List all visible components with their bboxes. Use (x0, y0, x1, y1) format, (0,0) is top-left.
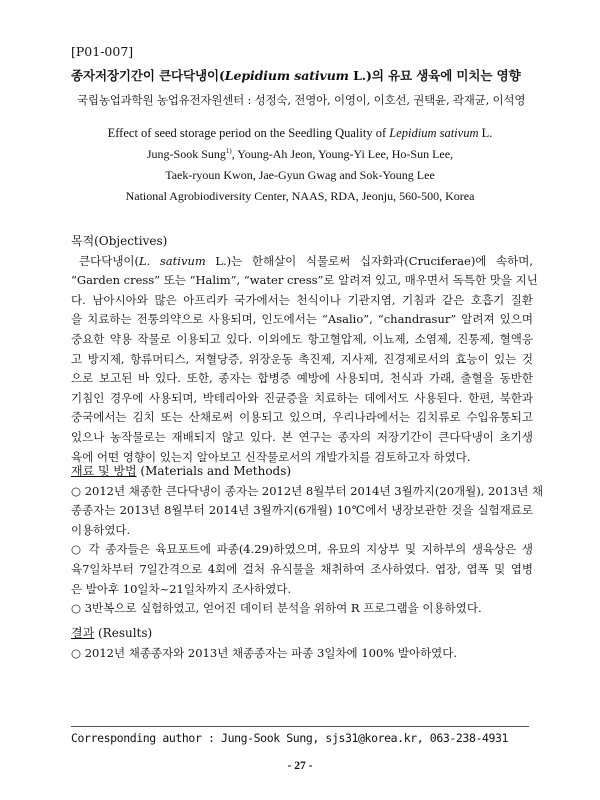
english-title (40, 126, 560, 141)
korean-title (71, 66, 541, 84)
objectives-heading: 목적(Objectives) (71, 234, 168, 248)
methods-line: 은 발아후 10일차~21일차까지 조사하였다. (71, 581, 292, 596)
results-section (71, 624, 533, 663)
methods-body (71, 482, 544, 619)
methods-line: 종종자는 2013년 8월부터 2014년 3월까지(6개월) 10℃에서 냉장보관한 것을 실험재료로 (71, 503, 533, 518)
objectives-line: 다. 남아시아와 많은 아프리카 국가에서는 천식이나 기관지염, 기침과 같은 호흡기 질환 (71, 292, 533, 307)
objectives-line: 있으나 농작물로는 재배되지 않고 있다. 본 연구는 종자의 저장기간이 큰다닥냉이 초기생 (71, 429, 533, 444)
english-title-species: Lepidium sativum (389, 126, 479, 140)
methods-section (71, 462, 544, 619)
methods-heading-kr: 재료 및 방법 (71, 464, 137, 478)
results-line: ○ 2012년 채종종자와 2013년 채종종자는 파종 3일차에 100% 발아하였다. (71, 645, 458, 660)
objectives-body (71, 252, 538, 468)
korean-title-species: Lepidium sativum (224, 68, 349, 83)
first-author: Jung-Sook Sung (146, 147, 226, 161)
corresponding-author: Corresponding author : Jung-Sook Sung, sjs31@korea.kr, 063-238-4931 (71, 731, 509, 745)
objectives-line: “Garden cress” 또는 “Halim”, “water cress”로 알려져 있고, 매우면서 독특한 맛을 지닌 (71, 273, 538, 288)
objectives-line: 고 방지제, 항류머티스, 저혈당증, 위장운동 촉진제, 지사제, 진경제로서의 효능이 있는 것 (71, 351, 533, 366)
methods-line: 육7일차부터 7일간격으로 4회에 걸처 유식물을 채취하여 조사하였다. 엽장, 엽폭 및 엽병 (71, 561, 533, 576)
korean-title-pre: 종자저장기간이 큰다닥냉이( (71, 68, 225, 83)
korean-title-post: L.)의 유묘 생육에 미치는 영향 (348, 68, 521, 83)
objectives-line: 큰다닥냉이(L. sativum L.)는 한해살이 식물로써 십자화과(Cruciferae)에 속하며, (79, 253, 533, 268)
english-authors-line2: Taek-ryoun Kwon, Jae-Gyun Gwag and Sok-Young Lee (165, 168, 435, 182)
objectives-section (71, 232, 538, 467)
results-heading-kr: 결과 (71, 626, 95, 640)
methods-line: ○ 3반복으로 실험하였고, 얻어진 데이터 분석을 위하여 R 프로그램을 이용하였다. (71, 601, 482, 616)
korean-authors: 국립농업과학원 농업유전자원센터 : 성정숙, 전영아, 이영이, 이호선, 권택윤, 곽재균, 이석영 (77, 93, 526, 107)
page-number: - 27 - (287, 760, 313, 772)
poster-code: [P01-007] (71, 44, 134, 59)
results-body (71, 644, 533, 664)
species-name-italic: L. sativum (139, 253, 206, 268)
author-footnote-mark: 1) (225, 147, 232, 155)
english-title-post: L. (478, 126, 493, 140)
english-authors-line1 (40, 147, 560, 162)
coauthors-line1: , Young-Ah Jeon, Young-Yi Lee, Ho-Sun Lee, (231, 147, 454, 161)
objectives-line: 중요한 약용 작물로 이용되고 있다. 이외에도 항고혈압제, 이뇨제, 소염제, 진통제, 혈액응 (71, 331, 533, 346)
objectives-line: 을 치료하는 전통의약으로 사용되며, 인도에서는 “Asalio”, “chandrasur” 알려져 있으며 (71, 312, 533, 327)
methods-heading-en: (Materials and Methods) (136, 464, 292, 478)
objectives-line: 육에 어떤 영향이 있는지 알아보고 신작물로서의 개발가치를 검토하고자 하였다. (71, 449, 471, 464)
objectives-line: 중국에서는 김치 또는 산채로써 이용되고 있으며, 우리나라에서는 김치류로 수입유통되고 (71, 410, 533, 425)
objectives-line: 으로 보고된 바 있다. 또한, 종자는 합병증 예방에 사용되며, 천식과 가래, 출혈을 동반한 (71, 371, 533, 386)
methods-line: 이용하였다. (71, 522, 131, 537)
english-title-pre: Effect of seed storage period on the Seedling Quality of (107, 126, 390, 140)
objectives-line: 기침인 경우에 사용되며, 박테리아와 진균증을 치료하는 데에서도 사용된다. 한편, 북한과 (71, 390, 533, 405)
footnote-divider (71, 726, 529, 727)
results-heading (71, 624, 533, 644)
results-heading-en: (Results) (94, 626, 153, 640)
methods-heading (71, 462, 533, 482)
english-affiliation: National Agrobiodiversity Center, NAAS, RDA, Jeonju, 560-500, Korea (125, 189, 475, 203)
methods-line: ○ 2012년 채종한 큰다닥냉이 종자는 2012년 8월부터 2014년 3월까지(20개월), 2013년 채 (71, 483, 544, 498)
methods-line: ○ 각 종자들은 육묘포트에 파종(4.29)하였으며, 유묘의 지상부 및 지하부의 생육상은 생 (71, 542, 533, 557)
